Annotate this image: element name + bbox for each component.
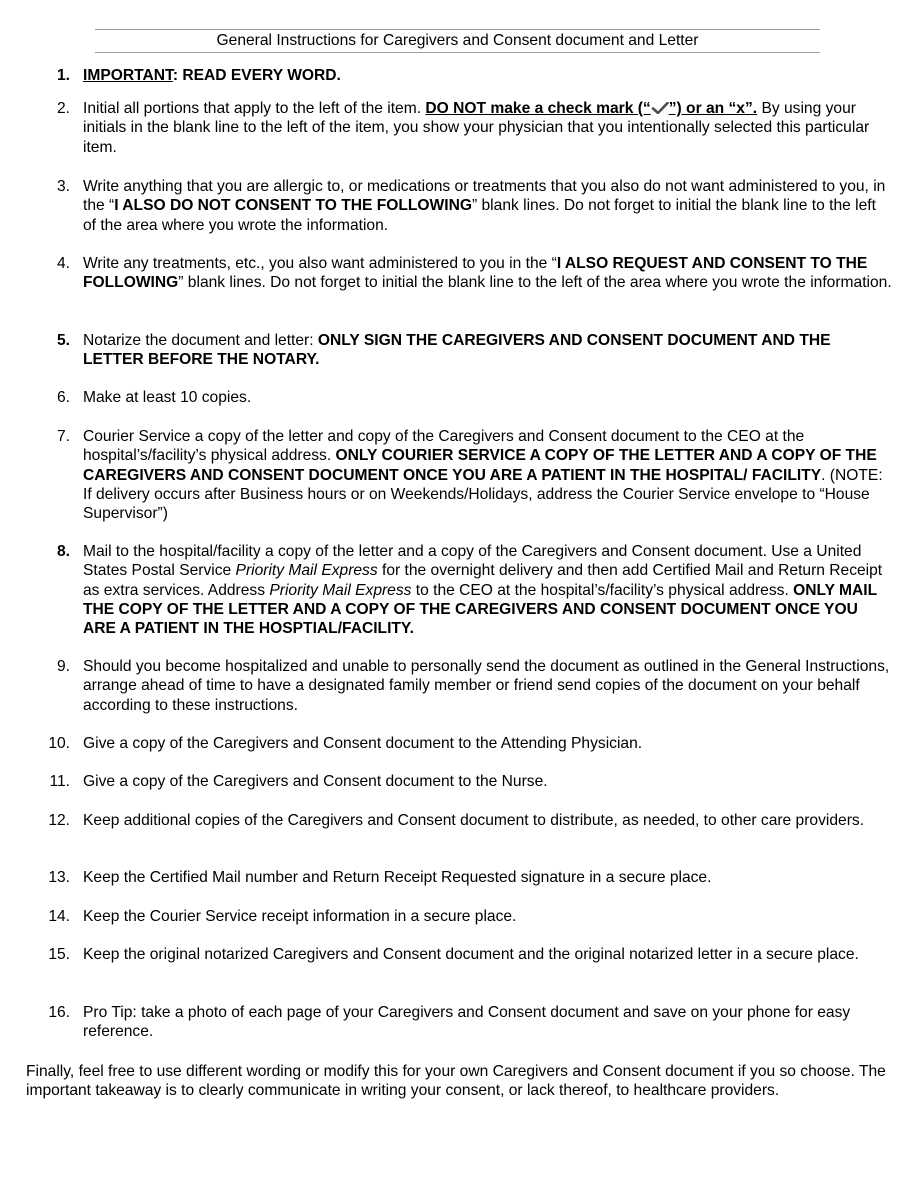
text-segment: ” blank lines. Do not forget to initial the blank line to the left of the area where you wrote the information.: [83, 197, 876, 234]
item-text: [83, 254, 893, 293]
item-number: 16.: [48, 1004, 70, 1021]
item-number: 7.: [56, 428, 70, 445]
item-text: [83, 99, 893, 157]
text-segment: ONLY COURIER SERVICE A COPY OF THE LETTER AND A COPY OF THE CAREGIVERS AND CONSENT DOCUMENT ONCE YOU ARE A PATIENT IN THE HOSPITAL/ FACILITY: [83, 447, 877, 484]
item-number: 5.: [56, 332, 70, 349]
item-text: Give a copy of the Caregivers and Consent document to the Attending Physician.: [83, 735, 643, 752]
text-segment: Priority Mail Express: [269, 581, 412, 599]
item-number: 6.: [56, 389, 70, 406]
item-text: Make at least 10 copies.: [83, 389, 252, 406]
item-text: [83, 331, 893, 370]
item-text: Keep the Courier Service receipt information in a secure place.: [83, 908, 517, 925]
item-text: Keep the Certified Mail number and Return Receipt Requested signature in a secure place.: [83, 869, 712, 886]
item-number: 3.: [56, 178, 70, 195]
header-bar: [95, 29, 820, 53]
text-segment: . (NOTE: If delivery occurs after Business hours or on Weekends/Holidays, address the Courier Service envelope to “House Supervisor”): [83, 466, 883, 523]
text-segment: ”) or an “x”.: [668, 100, 758, 117]
text-segment: Write anything that you are allergic to, or medications or treatments that you also do not want administered to you, in the “: [83, 178, 886, 215]
item-number: 1.: [56, 67, 70, 84]
text-segment: ONLY SIGN THE CAREGIVERS AND CONSENT DOCUMENT AND THE LETTER BEFORE THE NOTARY.: [83, 332, 831, 369]
item-text: [83, 542, 893, 638]
text-segment: for the overnight delivery and then add Certified Mail and Return Receipt as extra services. Address: [83, 562, 883, 599]
item-number: 9.: [56, 658, 70, 675]
important-label: IMPORTANT: [83, 67, 173, 84]
item-number: 4.: [56, 255, 70, 272]
text-segment: Mail to the hospital/facility a copy of the letter and a copy of the Caregivers and Consent document. Use a United States Postal Service: [83, 543, 862, 580]
item-number: 12.: [48, 812, 70, 829]
check-mark-icon: [651, 102, 669, 114]
text-segment: Initial all portions that apply to the left of the item.: [83, 100, 426, 117]
item-text: [83, 177, 893, 235]
item-text: Keep additional copies of the Caregivers and Consent document to distribute, as needed, to other care providers.: [83, 812, 865, 829]
text-segment: ONLY MAIL THE COPY OF THE LETTER AND A COPY OF THE CAREGIVERS AND CONSENT DOCUMENT ONCE YOU ARE A PATIENT IN THE HOSPTIAL/FACILITY.: [83, 581, 877, 638]
text-segment: Priority Mail Express: [235, 562, 378, 580]
text-segment: ” blank lines. Do not forget to initial the blank line to the left of the area where you wrote the information.: [178, 274, 892, 292]
item-text: Should you become hospitalized and unable to personally send the document as outlined in the General Instructions, arrange ahead of time to have a designated family member or friend send copies of the document on your behalf according to these instructions.: [83, 658, 890, 714]
item-number: 11.: [49, 773, 70, 790]
document-title: General Instructions for Caregivers and Consent document and Letter: [216, 32, 699, 49]
item-number: 14.: [48, 908, 70, 925]
text-segment: DO NOT make a check mark (“: [425, 100, 651, 117]
text-segment: Notarize the document and letter:: [83, 332, 318, 349]
text-segment: : READ EVERY WORD.: [172, 67, 341, 84]
closing-paragraph: Finally, feel free to use different wording or modify this for your own Caregivers and Consent document if you so choose. The important takeaway is to clearly communicate in writing your consent, or lack thereof, to healthcare providers.: [26, 1063, 886, 1100]
item-text: Pro Tip: take a photo of each page of your Caregivers and Consent document and save on your phone for easy reference.: [83, 1004, 851, 1041]
text-segment: Write any treatments, etc., you also want administered to you in the “: [83, 255, 557, 272]
text-segment: I ALSO REQUEST AND CONSENT TO THE FOLLOWING: [83, 255, 868, 292]
item-number: 10.: [48, 735, 70, 752]
text-segment: to the CEO at the hospital’s/facility’s physical address.: [411, 581, 794, 599]
text-segment: Courier Service a copy of the letter and copy of the Caregivers and Consent document to the CEO at the hospital’s/facility’s physical address.: [83, 428, 805, 465]
text-segment: I ALSO DO NOT CONSENT TO THE FOLLOWING: [114, 197, 472, 215]
item-number: 8.: [56, 543, 70, 560]
item-number: 13.: [48, 869, 70, 886]
text-segment: By using your initials in the blank line to the left of the item, you show your physician that you intentionally selected this particular item.: [83, 100, 870, 156]
item-text: [83, 66, 893, 85]
item-text: [83, 427, 893, 523]
item-number: 15.: [48, 946, 70, 963]
item-number: 2.: [56, 100, 70, 117]
item-text: Keep the original notarized Caregivers and Consent document and the original notarized letter in a secure place.: [83, 946, 859, 963]
item-text: Give a copy of the Caregivers and Consent document to the Nurse.: [83, 773, 548, 790]
